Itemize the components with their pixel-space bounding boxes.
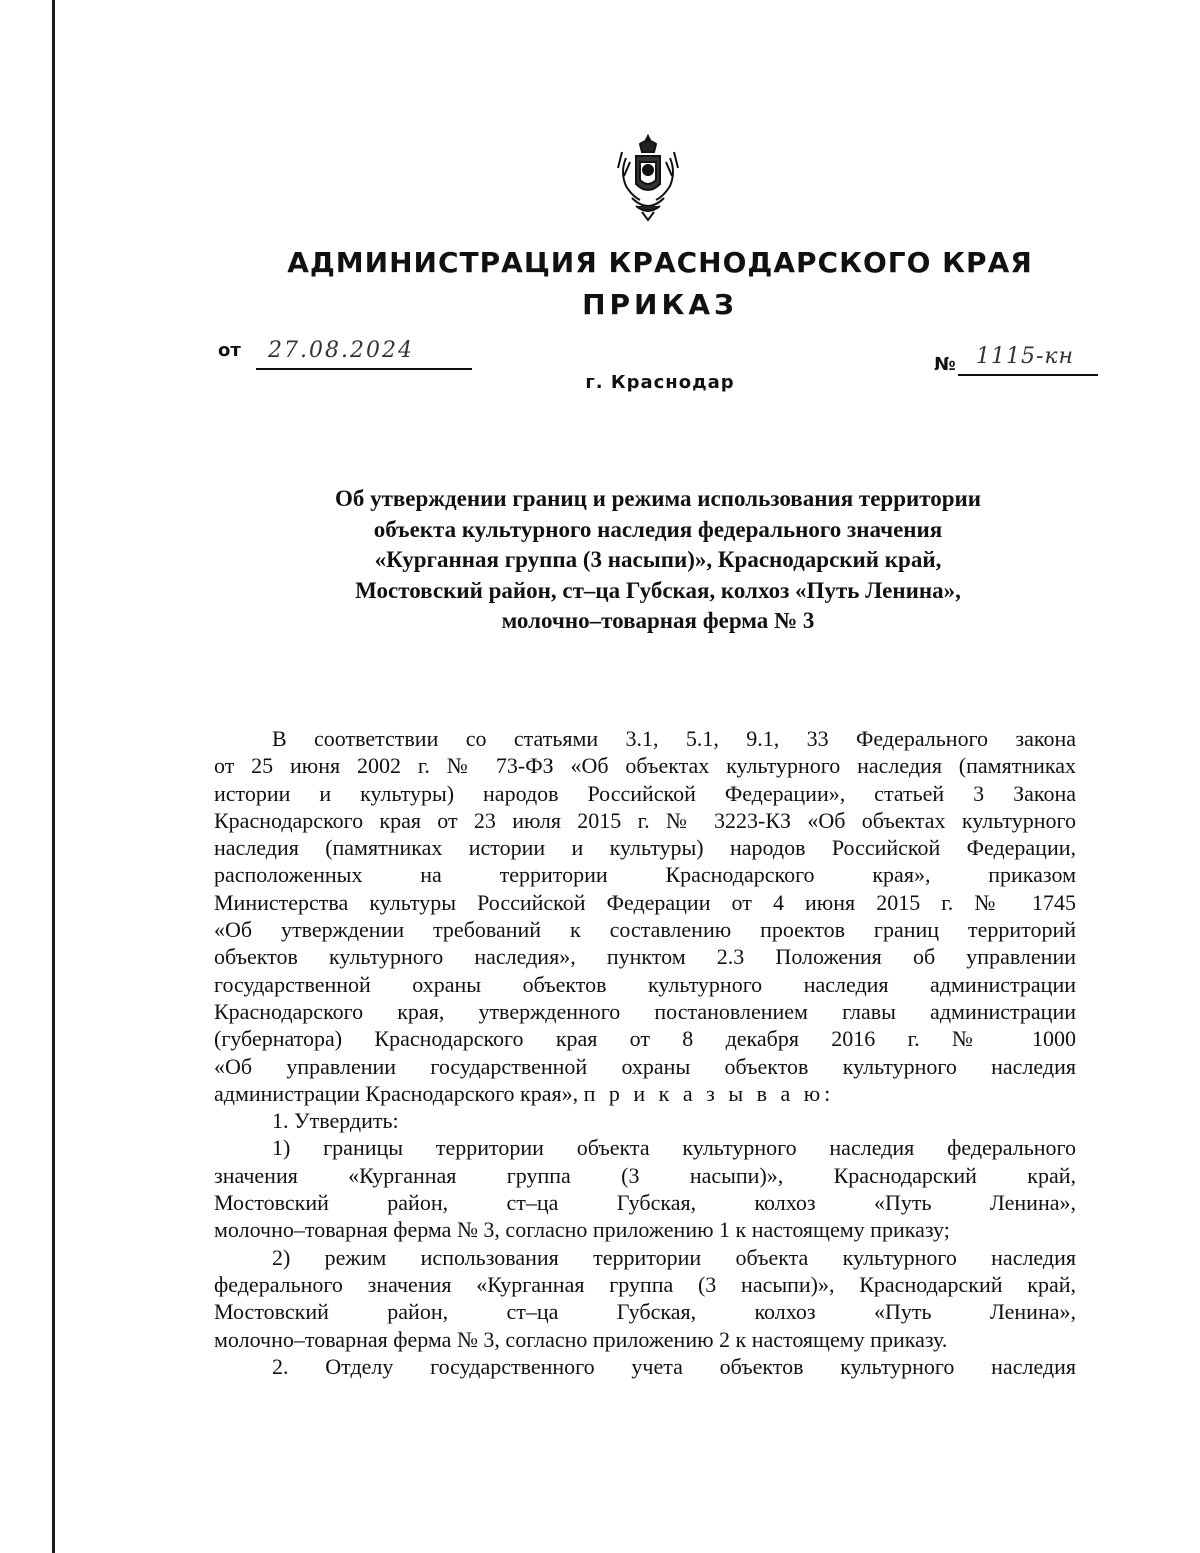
body-line: расположенных на территории Краснодарского края», приказом — [214, 862, 1076, 888]
scan-edge — [52, 0, 55, 1553]
body-line: «Об управлении государственной охраны объектов культурного наследия — [214, 1053, 1076, 1079]
date-label: от — [218, 340, 241, 361]
subject-line: молочно–товарная ферма № 3 — [501, 608, 815, 633]
subject-line: «Курганная группа (3 насыпи)», Краснодарский край, — [374, 547, 942, 572]
order-body — [214, 725, 1076, 1380]
body-line: Краснодарского края, утвержденного постановлением главы администрации — [214, 998, 1076, 1024]
body-line: Краснодарского края от 23 июля 2015 г. № 3223-КЗ «Об объектах культурного — [214, 807, 1076, 833]
document-type: ПРИКАЗ — [582, 288, 738, 321]
body-line: Мостовский район, ст–ца Губская, колхоз «Путь Ленина», — [214, 1190, 1076, 1216]
body-line: Мостовский район, ст–ца Губская, колхоз «Путь Ленина», — [214, 1299, 1076, 1325]
organization-title: АДМИНИСТРАЦИЯ КРАСНОДАРСКОГО КРАЯ — [287, 246, 1033, 279]
number-value: 1115-кн — [958, 344, 1098, 376]
order-verb: п р и к а з ы в а ю: — [583, 1080, 835, 1106]
body-line: истории и культуры) народов Российской Федерации», статьей 3 Закона — [214, 780, 1076, 806]
body-line: Министерства культуры Российской Федерации от 4 июня 2015 г. № 1745 — [214, 889, 1076, 915]
body-line: 1) границы территории объекта культурного наследия федерального — [272, 1135, 1076, 1161]
body-line: 2. Отделу государственного учета объектов культурного наследия — [272, 1353, 1076, 1379]
body-line: «Об утверждении требований к составлению проектов границ территорий — [214, 917, 1076, 943]
body-line: объектов культурного наследия», пунктом 2.3 Положения об управлении — [214, 944, 1076, 970]
body-line: В соответствии со статьями 3.1, 5.1, 9.1, 33 Федерального закона — [272, 726, 1076, 751]
subject-line: Мостовский район, ст–ца Губская, колхоз «Путь Ленина», — [355, 577, 961, 603]
body-line: государственной охраны объектов культурного наследия администрации — [214, 971, 1076, 997]
body-line — [214, 1080, 1076, 1107]
body-line: значения «Курганная группа (3 насыпи)», Краснодарский край, — [214, 1162, 1076, 1188]
body-line: от 25 июня 2002 г. № 73-ФЗ «Об объектах культурного наследия (памятниках — [214, 753, 1076, 779]
city: г. Краснодар — [585, 372, 735, 393]
body-line-text: администрации Краснодарского края», — [214, 1080, 579, 1106]
subject-line: Об утверждении границ и режима использования территории — [334, 486, 982, 511]
subject-line: объекта культурного наследия федерального значения — [373, 516, 943, 542]
body-line: 1. Утвердить: — [272, 1108, 399, 1134]
body-line: (губернатора) Краснодарского края от 8 декабря 2016 г. № 1000 — [214, 1026, 1076, 1052]
subject-title — [220, 484, 1096, 637]
body-line: наследия (памятниках истории и культуры) народов Российской Федерации, — [214, 835, 1076, 861]
body-line: молочно–товарная ферма № 3, согласно приложению 1 к настоящему приказу; — [214, 1217, 950, 1243]
body-line: 2) режим использования территории объекта культурного наследия — [272, 1244, 1076, 1270]
date-value: 27.08.2024 — [256, 338, 472, 370]
body-line: федерального значения «Курганная группа (3 насыпи)», Краснодарский край, — [214, 1271, 1076, 1297]
number-label: № — [934, 354, 956, 375]
body-line: молочно–товарная ферма № 3, согласно приложению 2 к настоящему приказу. — [214, 1326, 948, 1352]
coat-of-arms-icon — [612, 132, 684, 222]
